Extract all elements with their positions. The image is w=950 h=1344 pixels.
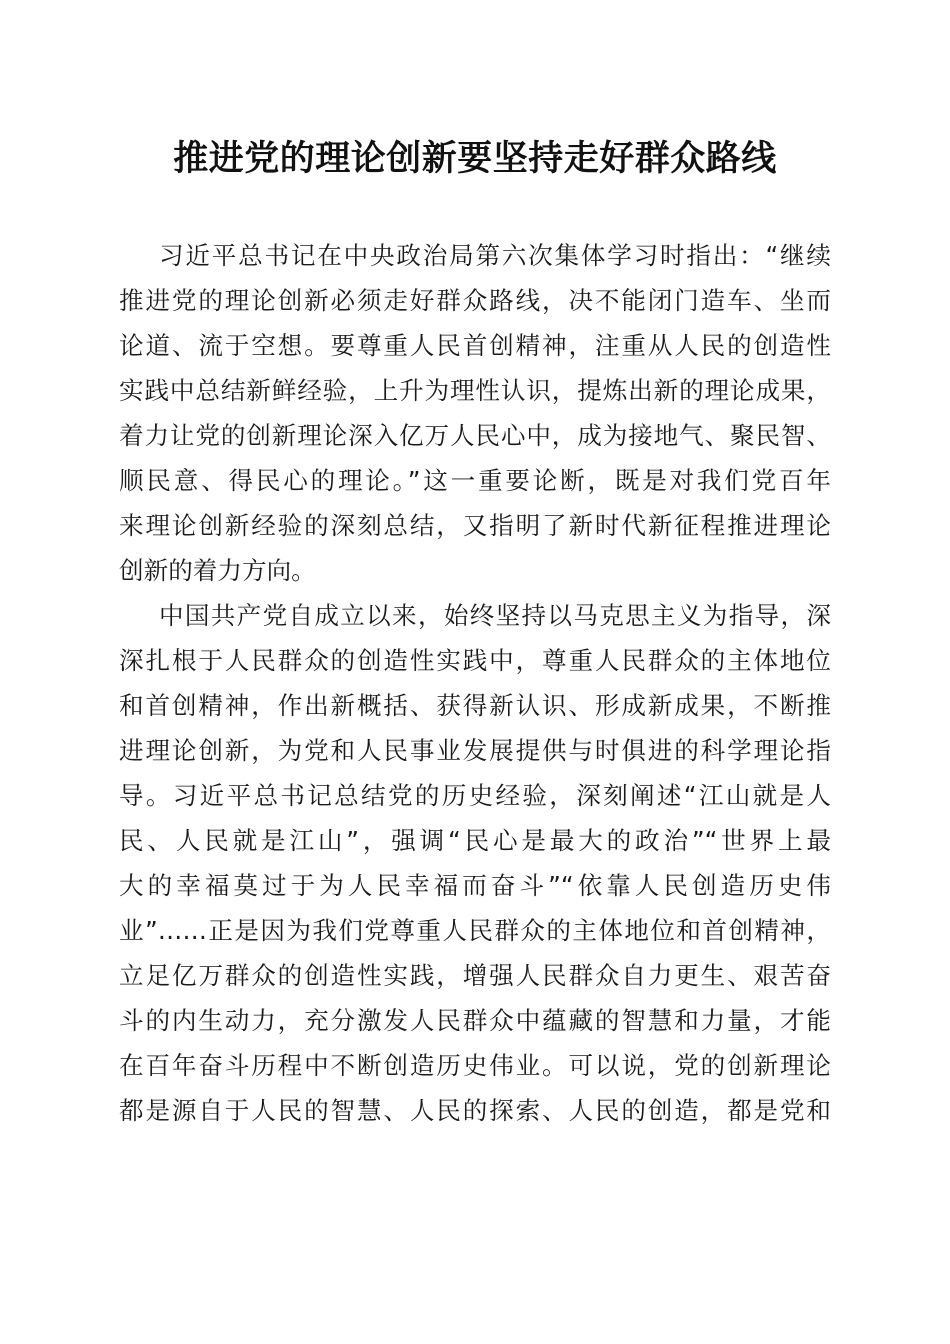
paragraph-2-line: 斗的内生动力，充分激发人民群众中蕴藏的智慧和力量，才能 xyxy=(119,1006,831,1035)
paragraph-2-line: 在百年奋斗历程中不断创造历史伟业。可以说，党的创新理论 xyxy=(119,1051,831,1080)
paragraph-2-line: 和首创精神，作出新概括、获得新认识、形成新成果，不断推 xyxy=(119,691,831,720)
paragraph-1-line: 来理论创新经验的深刻总结，又指明了新时代新征程推进理论 xyxy=(119,511,831,540)
paragraph-1-line: 创新的着力方向。 xyxy=(119,556,316,585)
paragraph-1-line: 顺民意、得民心的理论。”这一重要论断，既是对我们党百年 xyxy=(119,466,831,495)
paragraph-2-line: 业”……正是因为我们党尊重人民群众的主体地位和首创精神， xyxy=(119,916,831,945)
paragraph-2-line: 立足亿万群众的创造性实践，增强人民群众自力更生、艰苦奋 xyxy=(119,961,831,990)
page-title: 推进党的理论创新要坚持走好群众路线 xyxy=(173,138,777,179)
paragraph-1-line: 习近平总书记在中央政治局第六次集体学习时指出：“继续 xyxy=(159,241,831,270)
paragraph-2-line: 大的幸福莫过于为人民幸福而奋斗”“依靠人民创造历史伟 xyxy=(119,871,831,900)
paragraph-2-line: 深扎根于人民群众的创造性实践中，尊重人民群众的主体地位 xyxy=(119,646,831,675)
paragraph-2-line: 民、人民就是江山”，强调“民心是最大的政治”“世界上最 xyxy=(119,826,831,855)
paragraph-2-line: 进理论创新，为党和人民事业发展提供与时俱进的科学理论指 xyxy=(119,736,831,765)
paragraph-2-line: 中国共产党自成立以来，始终坚持以马克思主义为指导，深 xyxy=(159,601,831,630)
paragraph-1-line: 论道、流于空想。要尊重人民首创精神，注重从人民的创造性 xyxy=(119,331,831,360)
paragraph-2-line: 导。习近平总书记总结党的历史经验，深刻阐述“江山就是人 xyxy=(119,781,831,810)
paragraph-1-line: 着力让党的创新理论深入亿万人民心中，成为接地气、聚民智、 xyxy=(119,421,831,450)
paragraph-2-line: 都是源自于人民的智慧、人民的探索、人民的创造，都是党和 xyxy=(119,1096,831,1125)
paragraph-1-line: 推进党的理论创新必须走好群众路线，决不能闭门造车、坐而 xyxy=(119,286,831,315)
paragraph-1-line: 实践中总结新鲜经验，上升为理性认识，提炼出新的理论成果， xyxy=(119,376,831,405)
